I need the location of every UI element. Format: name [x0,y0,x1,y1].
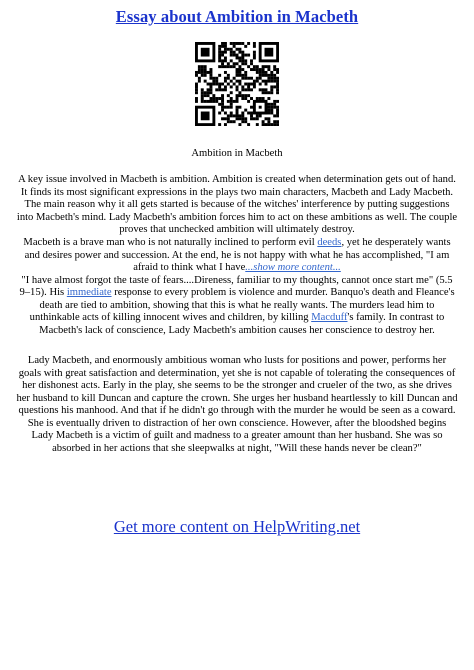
paragraph-text: Macbeth is a brave man who is not naturally inclined to perform evil [23,237,318,248]
essay-subtitle: Ambition in Macbeth [191,148,283,159]
essay-title-link[interactable]: Essay about Ambition in Macbeth [115,7,359,26]
qr-code-icon [195,42,279,126]
paragraph-lady-macbeth: Lady Macbeth, and enormously ambitious woman who lusts for positions and power, performs her goals with great satisfaction and determination, yet she is not capable of tolerating the consequences of her dishonest acts. Early in the play, she seems to be the stronger and crueler of the two, as she drives her husband to kill Duncan and capture the crown. She urges her husband heartlessly to kill Duncan and questions his manhood. And that if he didn't go through with the murder he would be seen as a coward. She is eventually driven to distraction of her own conscience. However, after the bloodshed begins Lady Macbeth is a victim of guilt and madness to a greater amount than her husband. She was so absorbed in her actions that she sleepwalks at night, "Will these hands never be clean?" [16,355,458,454]
paragraph-macbeth [16,237,458,337]
link-macduff[interactable]: Macduff [311,312,348,323]
paragraph-text: response to every problem is violence and murder. Banquo's death and Fleance's death are tied to ambition, showing that this is what he really wants. The murders lead him to unthinkable acts of killing innocent wives and children, by killing [29,287,455,323]
show-more-link[interactable]: ...show more content... [245,262,341,273]
get-more-content-link[interactable]: Get more content on HelpWriting.net [113,517,361,536]
paragraph-text: 's family. In contrast to Macbeth's lack of conscience, Lady Macbeth's ambition causes her conscience to destroy her. [39,312,445,336]
paragraph-intro: A key issue involved in Macbeth is ambition. Ambition is created when determination gets out of hand. It finds its most significant expressions in the plays two main characters, Macbeth and Lady Macbeth. The main reason why it all gets started is because of the witches' interference by putting suggestions into Macbeth's mind. Lady Macbeth's ambition forces him to act on these ambitions as well. The couple proves that unchecked ambition will ultimately destroy. [16,174,458,235]
paragraph-text: , yet he desperately wants and desires power and succession. At the end, he is not happy with what he has accomplished, "I am afraid to think what I have [24,237,451,273]
paragraph-text: "I have almost forgot the taste of fears....Direness, familiar to my thoughts, cannot once start me" (5.5 9–15). His [19,274,453,298]
link-immediate[interactable]: immediate [66,287,112,298]
link-deeds[interactable]: deeds [317,237,342,248]
